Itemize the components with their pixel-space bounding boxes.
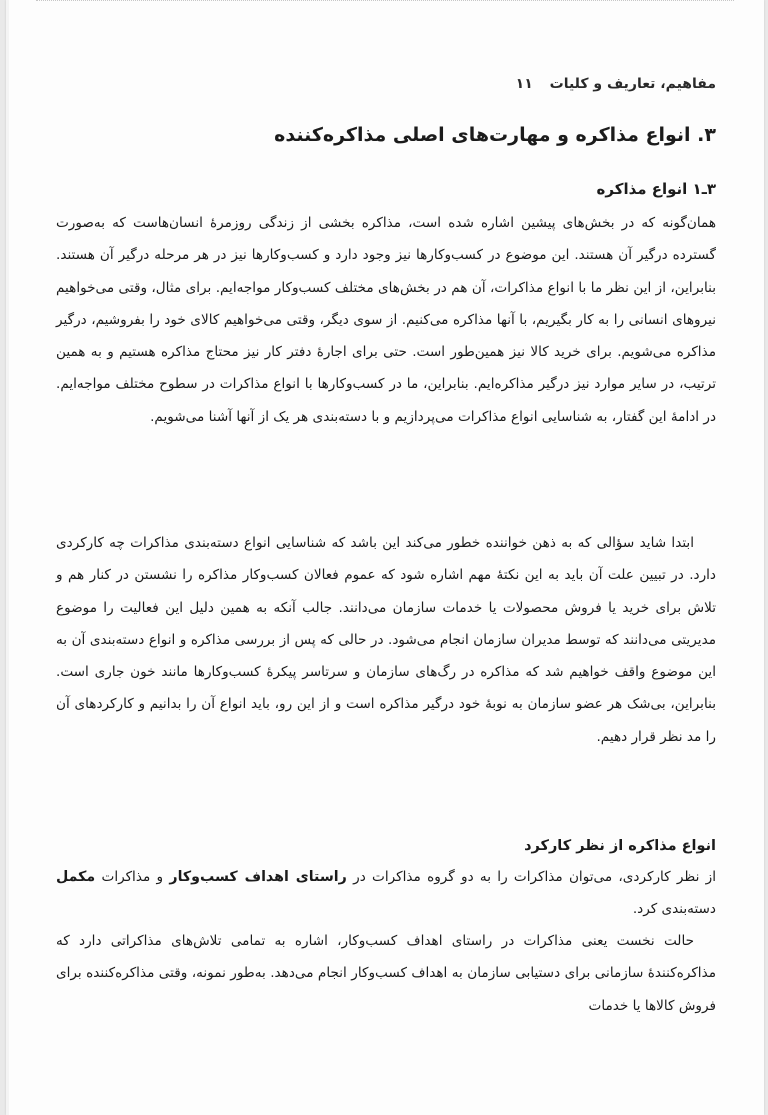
paragraph-text-mid: و مذاکرات <box>101 869 164 885</box>
page-number: ۱۱ <box>515 76 533 92</box>
paragraph-text: همان‌گونه که در بخش‌های پیشین اشاره شده است، مذاکره بخشی از زندگی روزمرهٔ انسان‌هاست که به‌صورت گسترده درگیر آن هستند. این موضوع در کسب‌وکارها نیز وجود دارد و کسب‌وکارها نیز در هر مرحله درگیر آن هستند. بنابراین، از این نظر ما با انواع مذاکرات، آن هم در بخش‌های مختلف کسب‌وکار مواجه‌ایم. برای مثال، وقتی می‌خواهیم نیروهای انسانی را به کار بگیریم، با آنها مذاکره می‌کنیم. از سوی دیگر، وقتی می‌خواهیم کالای خود را بفروشیم، درگیر مذاکره می‌شویم. برای خرید کالا نیز همین‌طور است. حتی برای اجارهٔ دفتر کار نیز محتاج مذاکره هستیم و به همین ترتیب، در سایر موارد نیز درگیر مذاکره‌ایم. بنابراین، ما در کسب‌وکارها با انواع مذاکرات در سطوح مختلف مواجه‌ایم. در ادامهٔ این گفتار، به شناسایی انواع مذاکرات می‌پردازیم و با دسته‌بندی هر یک از آنها آشنا می‌شویم. <box>56 215 716 425</box>
functional-types-heading: انواع مذاکره از نظر کارکرد <box>524 838 716 854</box>
paragraph-functional <box>56 861 716 926</box>
paragraph-first-state <box>56 925 716 1022</box>
paragraph-question <box>56 527 716 753</box>
paragraph-text <box>56 861 716 926</box>
page-left-margin <box>6 0 9 1115</box>
page-top-edge <box>36 0 734 5</box>
running-header-title: مفاهیم، تعاریف و کلیات <box>549 76 716 92</box>
bold-term-business-goals: راستای اهداف کسب‌وکار <box>169 869 347 885</box>
paragraph-text: حالت نخست یعنی مذاکرات در راستای اهداف کسب‌وکار، اشاره به تمامی تلاش‌های مذاکراتی دارد که مذاکره‌کنندهٔ سازمانی برای دستیابی سازمان به اهداف کسب‌وکار انجام می‌دهد. به‌طور نمونه، وقتی مذاکره‌کننده برای فروش کالاها یا خدمات <box>56 933 716 1014</box>
paragraph-text-start: از نظر کارکردی، می‌توان مذاکرات را به دو گروه مذاکرات در <box>353 869 716 885</box>
paragraph-text: ابتدا شاید سؤالی که به ذهن خواننده خطور می‌کند این باشد که شناسایی انواع دسته‌بندی مذاکرات چه کارکردی دارد. در تبیین علت آن باید به این نکتهٔ مهم اشاره شود که عموم فعالان کسب‌وکار مذاکره را نشستن در کنار هم و تلاش برای خرید یا فروش محصولات یا خدمات سازمان می‌دانند. جالب آنکه به همین دلیل این فعالیت را موضوع مدیریتی می‌دانند که توسط مدیران سازمان انجام می‌شود. در حالی که پس از بررسی مذاکره و انواع دسته‌بندی آن به این موضوع واقف خواهیم شد که مذاکره در رگ‌های سازمان و سرتاسر پیکرهٔ کسب‌وکارها مانند خون جاری است. بنابراین، بی‌شک هر عضو سازمان به نوبهٔ خود درگیر مذاکره است و از این رو، باید انواع آن را بدانیم و کارکردهای آن را مد نظر قرار دهیم. <box>56 535 716 745</box>
document-page <box>6 0 764 1115</box>
paragraph-intro <box>56 207 716 433</box>
subsection-title: ۳ـ۱ انواع مذاکره <box>596 180 716 198</box>
running-header <box>516 76 716 92</box>
paragraph-text-end: دسته‌بندی کرد. <box>632 901 716 918</box>
bold-term-complementary: مکمل <box>56 869 96 885</box>
section-title: ۳. انواع مذاکره و مهارت‌های اصلی مذاکره‌کننده <box>274 124 716 146</box>
